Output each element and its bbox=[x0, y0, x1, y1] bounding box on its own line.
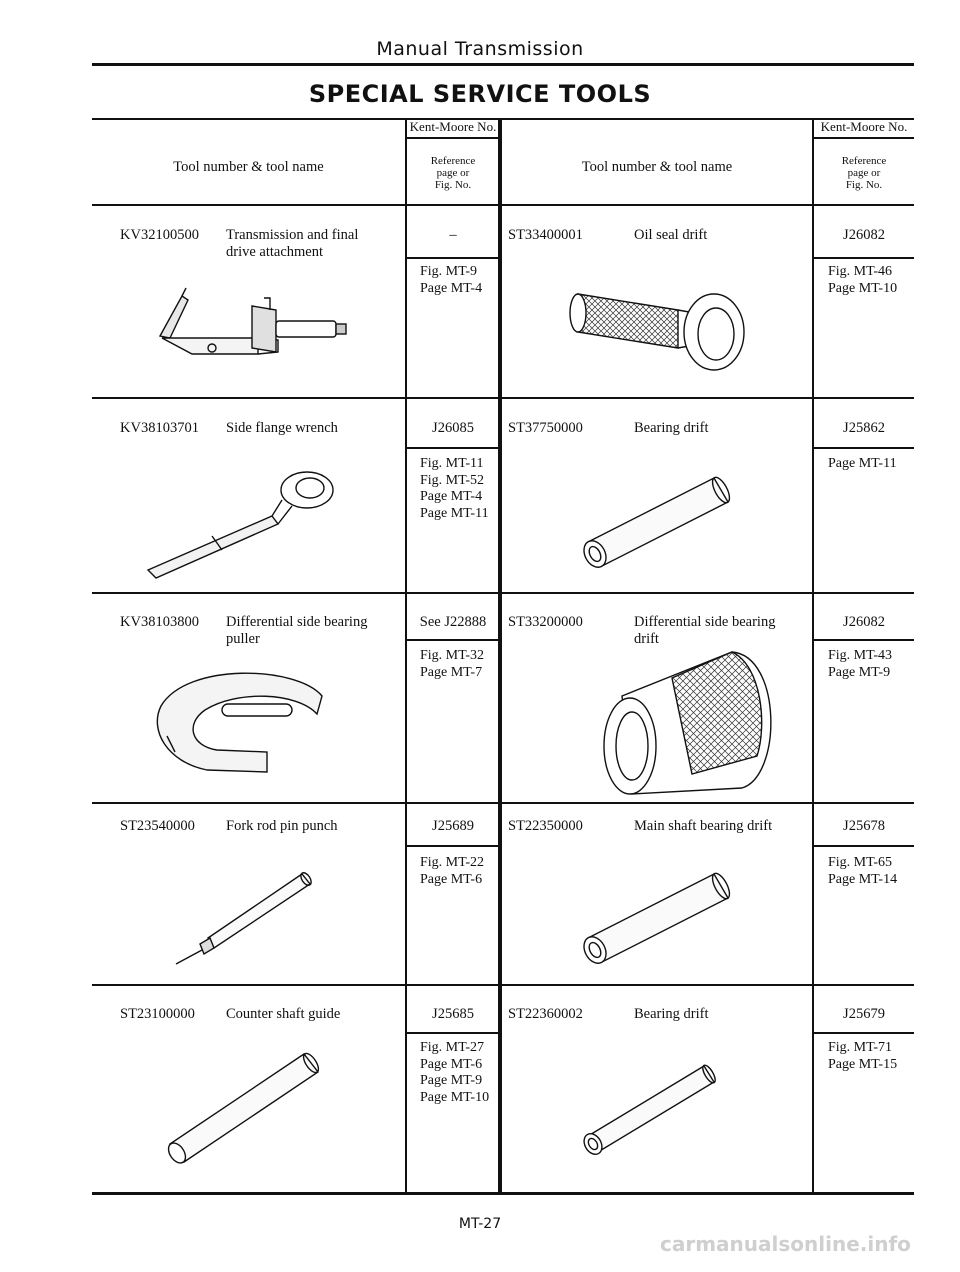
tool-name: Oil seal drift bbox=[634, 227, 708, 243]
attachment-icon bbox=[152, 288, 362, 368]
tools-table bbox=[92, 118, 914, 1196]
tool-name: Fork rod pin punch bbox=[226, 818, 338, 834]
reference-list: Fig. MT-9 Page MT-4 bbox=[420, 264, 483, 296]
kent-moore-number: J25689 bbox=[432, 818, 474, 834]
row-rule bbox=[92, 397, 914, 399]
puller-icon bbox=[147, 666, 337, 776]
main-shaft-drift-icon bbox=[578, 866, 738, 966]
kent-moore-underline bbox=[406, 137, 500, 139]
tool-number: ST23540000 bbox=[120, 818, 195, 834]
tool-number: ST22350000 bbox=[508, 818, 583, 834]
row-rule bbox=[92, 802, 914, 804]
ref-separator bbox=[814, 639, 914, 641]
page-number: MT-27 bbox=[458, 1216, 502, 1232]
ref-separator bbox=[406, 845, 500, 847]
tool-number: ST33400001 bbox=[508, 227, 583, 243]
punch-icon bbox=[170, 868, 320, 968]
ref-separator bbox=[814, 845, 914, 847]
tool-name: Differential side bearing drift bbox=[634, 614, 776, 647]
tool-name: Bearing drift bbox=[634, 420, 709, 436]
kent-moore-underline bbox=[814, 137, 914, 139]
ref-separator bbox=[814, 447, 914, 449]
center-divider bbox=[498, 118, 502, 1195]
kent-moore-number: J26082 bbox=[843, 227, 885, 243]
reference-list: Fig. MT-22 Page MT-6 bbox=[420, 855, 485, 887]
kent-moore-number: See J22888 bbox=[419, 614, 487, 630]
tool-number: ST37750000 bbox=[508, 420, 583, 436]
header-reference: Reference page or Fig. No. bbox=[841, 155, 887, 191]
tool-number: ST33200000 bbox=[508, 614, 583, 630]
tool-number: KV32100500 bbox=[120, 227, 199, 243]
tool-name: Main shaft bearing drift bbox=[634, 818, 773, 834]
reference-list: Page MT-11 bbox=[828, 456, 897, 471]
watermark: carmanualsonline.info bbox=[660, 1232, 911, 1256]
tool-number: ST22360002 bbox=[508, 1006, 583, 1022]
reference-list: Fig. MT-27 Page MT-6 Page MT-9 Page MT-10 bbox=[420, 1040, 490, 1105]
tool-name: Counter shaft guide bbox=[226, 1006, 341, 1022]
tool-name: Differential side bearing puller bbox=[226, 614, 368, 647]
tool-name: Transmission and final drive attachment bbox=[226, 227, 359, 260]
kent-moore-number: J25678 bbox=[843, 818, 885, 834]
header-kent-moore: Kent-Moore No. bbox=[409, 119, 497, 134]
column-divider bbox=[405, 118, 407, 1194]
kent-moore-number: J26085 bbox=[432, 420, 474, 436]
kent-moore-number: – bbox=[449, 227, 457, 243]
ref-separator bbox=[406, 257, 500, 259]
reference-list: Fig. MT-65 Page MT-14 bbox=[828, 855, 898, 887]
kent-moore-number: J25862 bbox=[843, 420, 885, 436]
row-rule bbox=[92, 592, 914, 594]
kent-moore-number: J25685 bbox=[432, 1006, 474, 1022]
wrench-icon bbox=[142, 466, 352, 581]
oil-seal-drift-icon bbox=[568, 274, 748, 384]
tool-name: Bearing drift bbox=[634, 1006, 709, 1022]
page-title: SPECIAL SERVICE TOOLS bbox=[308, 80, 652, 108]
ref-separator bbox=[406, 639, 500, 641]
section-title: Manual Transmission bbox=[376, 38, 584, 60]
tool-number: KV38103800 bbox=[120, 614, 199, 630]
table-top-rule bbox=[92, 118, 914, 120]
reference-list: Fig. MT-43 Page MT-9 bbox=[828, 648, 893, 680]
reference-list: Fig. MT-46 Page MT-10 bbox=[828, 264, 898, 296]
tool-number: KV38103701 bbox=[120, 420, 199, 436]
reference-list: Fig. MT-11 Fig. MT-52 Page MT-4 Page MT-11 bbox=[420, 456, 489, 521]
header-bottom-rule bbox=[92, 204, 914, 206]
ref-separator bbox=[406, 1032, 500, 1034]
ref-separator bbox=[814, 1032, 914, 1034]
row-rule bbox=[92, 984, 914, 986]
kent-moore-number: J25679 bbox=[843, 1006, 885, 1022]
header-tool-name: Tool number & tool name bbox=[581, 159, 733, 175]
side-bearing-drift-icon bbox=[592, 646, 782, 796]
reference-list: Fig. MT-71 Page MT-15 bbox=[828, 1040, 898, 1072]
tool-name: Side flange wrench bbox=[226, 420, 338, 436]
header-kent-moore: Kent-Moore No. bbox=[820, 119, 908, 134]
bearing-drift-icon bbox=[578, 1058, 728, 1158]
bearing-drift-icon bbox=[578, 470, 738, 570]
tool-number: ST23100000 bbox=[120, 1006, 195, 1022]
ref-separator bbox=[406, 447, 500, 449]
ref-separator bbox=[814, 257, 914, 259]
column-divider bbox=[812, 118, 814, 1194]
header-tool-name: Tool number & tool name bbox=[173, 159, 324, 175]
reference-list: Fig. MT-32 Page MT-7 bbox=[420, 648, 485, 680]
header-reference: Reference page or Fig. No. bbox=[430, 155, 476, 191]
guide-icon bbox=[158, 1048, 328, 1163]
table-bottom-rule bbox=[92, 1192, 914, 1195]
header-rule bbox=[92, 63, 914, 66]
kent-moore-number: J26082 bbox=[843, 614, 885, 630]
